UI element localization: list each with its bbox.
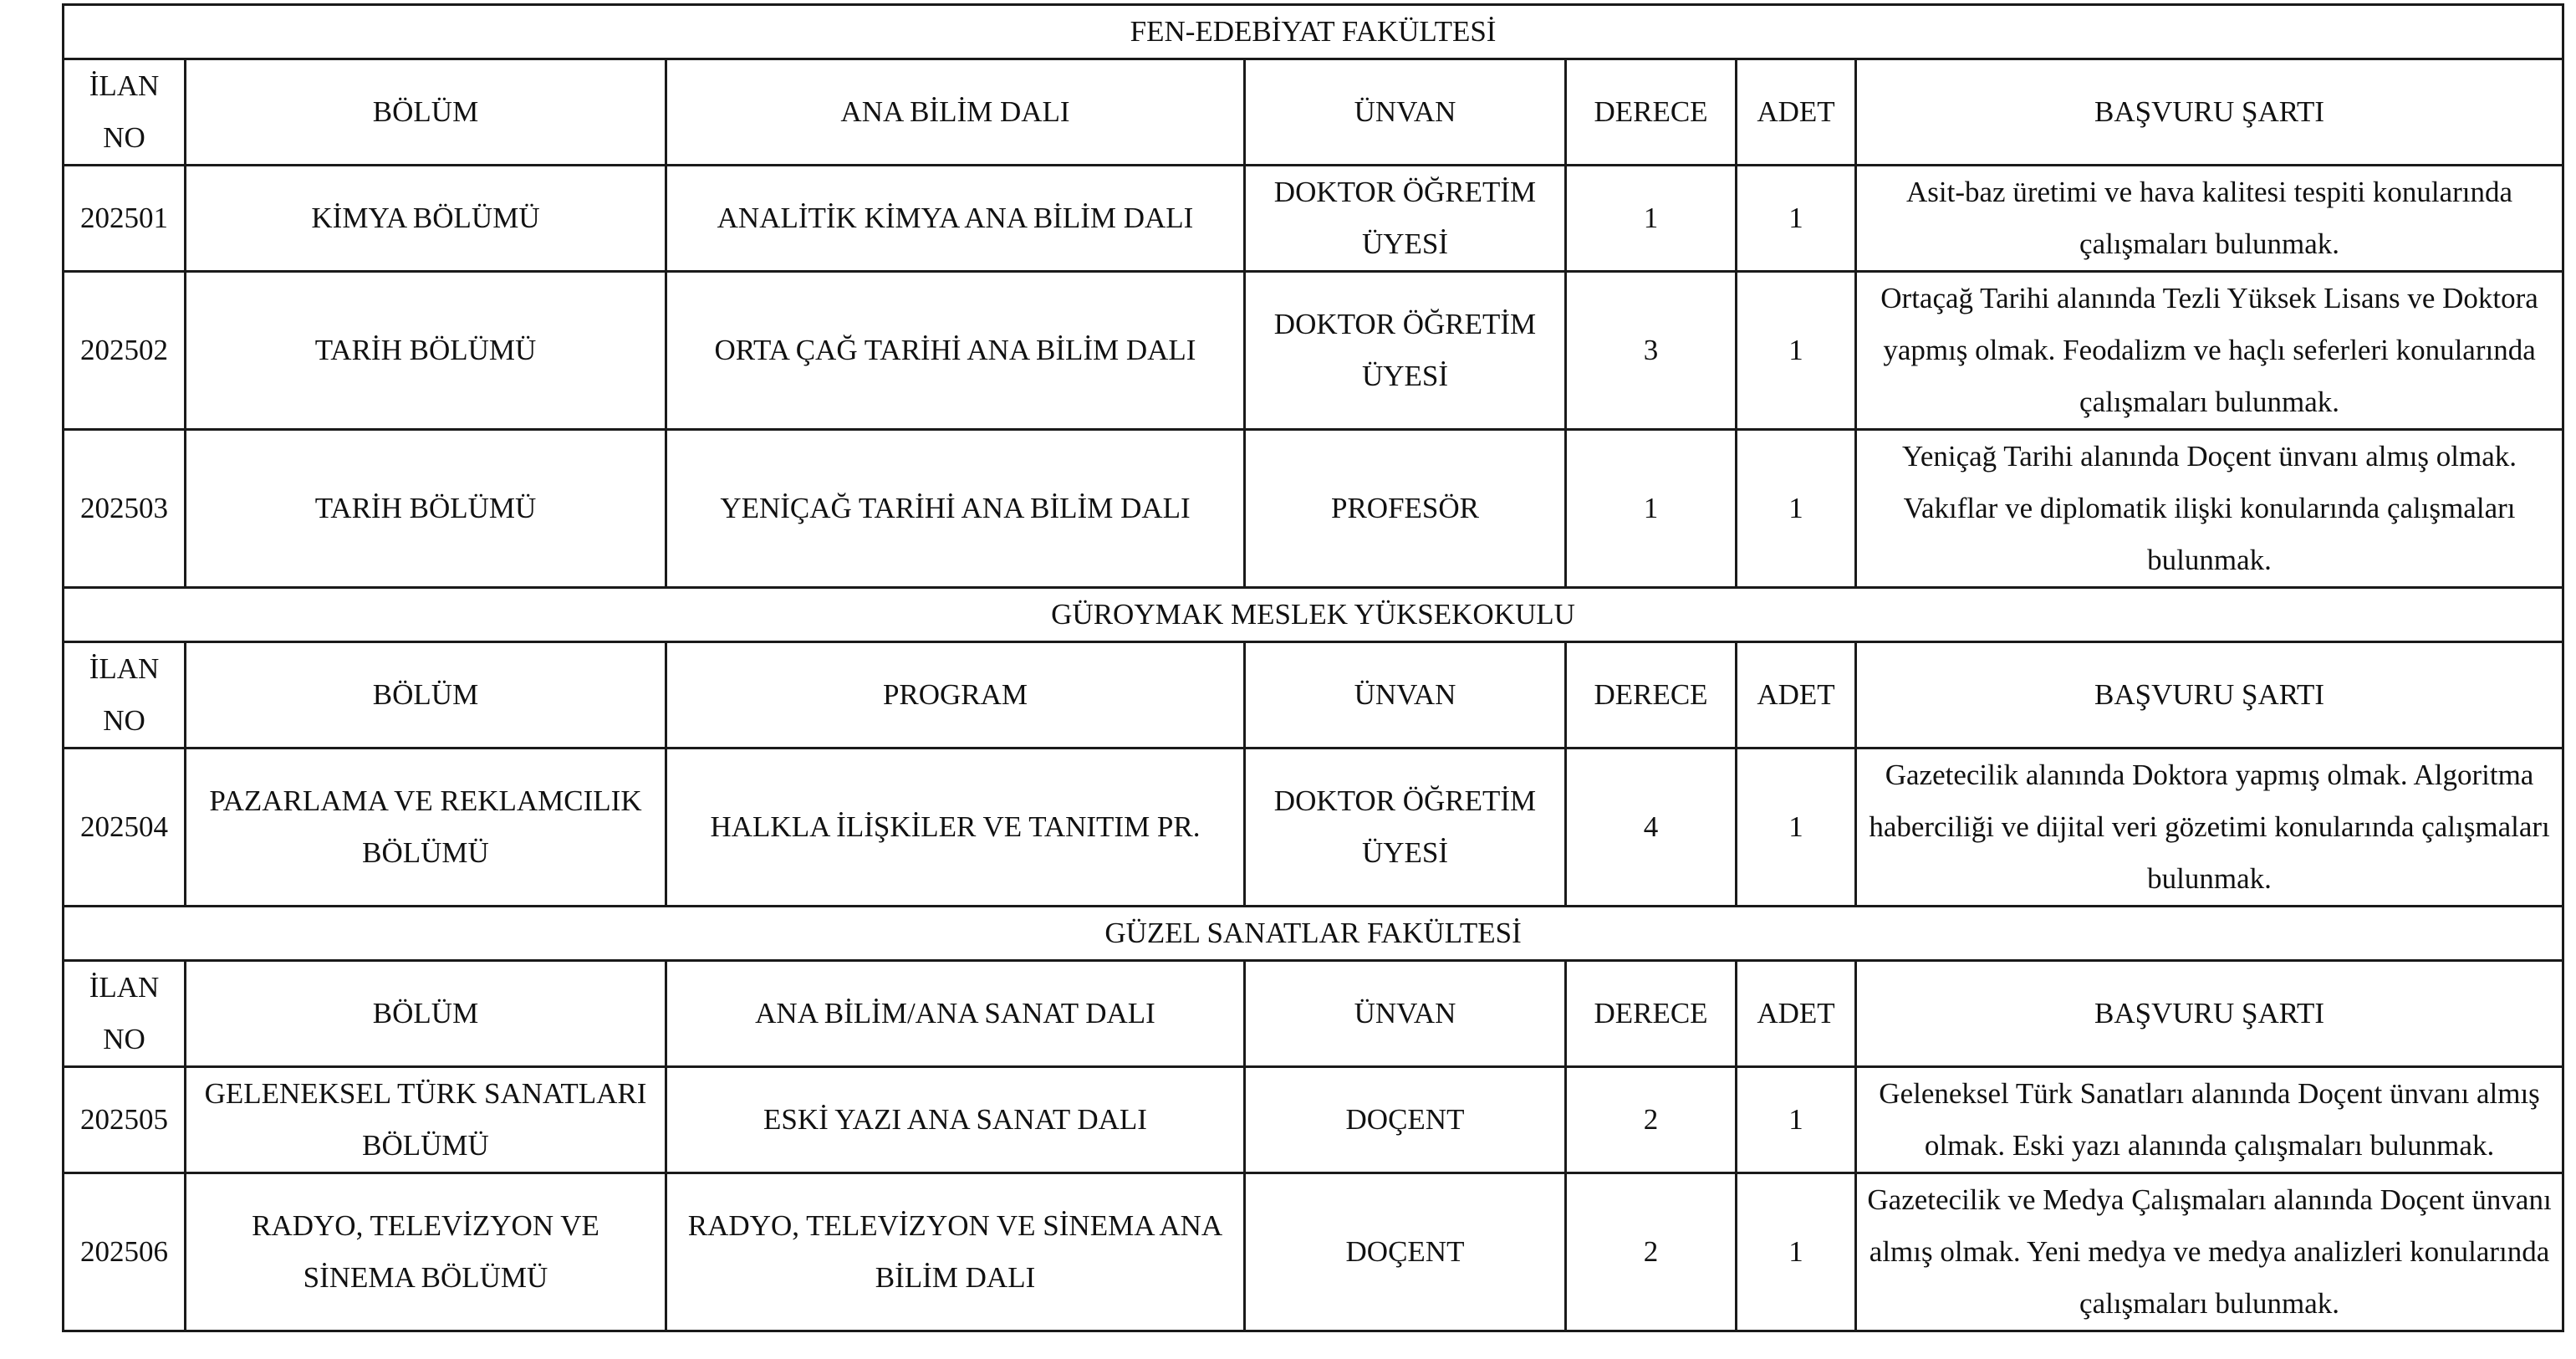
column-header-row: [64, 59, 2563, 166]
header-derece: DERECE: [1566, 642, 1737, 748]
cell-bolum: TARİH BÖLÜMÜ: [186, 272, 666, 430]
cell-unvan: DOKTOR ÖĞRETİM ÜYESİ: [1245, 166, 1566, 272]
column-header-row: [64, 642, 2563, 748]
header-bolum: BÖLÜM: [186, 642, 666, 748]
cell-unvan: DOÇENT: [1245, 1067, 1566, 1173]
cell-basvuru-sarti: Gazetecilik alanında Doktora yapmış olmak. Algoritma haberciliği ve dijital veri gözetimi konularında çalışmaları bulunmak.: [1856, 748, 2563, 907]
header-ilan-no: İLAN NO: [64, 642, 186, 748]
cell-adet: 1: [1737, 748, 1856, 907]
cell-ilan-no: 202501: [64, 166, 186, 272]
header-derece: DERECE: [1566, 59, 1737, 166]
cell-ana-bilim-sanat-dali: ESKİ YAZI ANA SANAT DALI: [666, 1067, 1245, 1173]
header-ana-bilim-dali: ANA BİLİM DALI: [666, 59, 1245, 166]
header-basvuru-sarti: BAŞVURU ŞARTI: [1856, 961, 2563, 1067]
cell-ilan-no: 202505: [64, 1067, 186, 1173]
header-basvuru-sarti: BAŞVURU ŞARTI: [1856, 59, 2563, 166]
header-basvuru-sarti: BAŞVURU ŞARTI: [1856, 642, 2563, 748]
cell-ilan-no: 202502: [64, 272, 186, 430]
cell-bolum: GELENEKSEL TÜRK SANATLARI BÖLÜMÜ: [186, 1067, 666, 1173]
cell-adet: 1: [1737, 430, 1856, 588]
announcement-table: [62, 3, 2564, 1332]
header-ilan-no: İLAN NO: [64, 59, 186, 166]
cell-adet: 1: [1737, 1067, 1856, 1173]
table-row: [64, 166, 2563, 272]
header-unvan: ÜNVAN: [1245, 961, 1566, 1067]
cell-ilan-no: 202504: [64, 748, 186, 907]
cell-bolum: KİMYA BÖLÜMÜ: [186, 166, 666, 272]
cell-derece: 4: [1566, 748, 1737, 907]
header-unvan: ÜNVAN: [1245, 59, 1566, 166]
table-row: [64, 272, 2563, 430]
table-row: [64, 430, 2563, 588]
section-title-row: [64, 5, 2563, 59]
cell-basvuru-sarti: Ortaçağ Tarihi alanında Tezli Yüksek Lisans ve Doktora yapmış olmak. Feodalizm ve haçlı seferleri konularında çalışmaları bulunmak.: [1856, 272, 2563, 430]
cell-basvuru-sarti: Asit-baz üretimi ve hava kalitesi tespiti konularında çalışmaları bulunmak.: [1856, 166, 2563, 272]
header-adet: ADET: [1737, 642, 1856, 748]
cell-unvan: DOKTOR ÖĞRETİM ÜYESİ: [1245, 272, 1566, 430]
section-title-row: [64, 907, 2563, 961]
cell-ana-bilim-dali: ORTA ÇAĞ TARİHİ ANA BİLİM DALI: [666, 272, 1245, 430]
section-title-row: [64, 588, 2563, 642]
column-header-row: [64, 961, 2563, 1067]
cell-derece: 2: [1566, 1067, 1737, 1173]
cell-ilan-no: 202506: [64, 1173, 186, 1331]
cell-program: HALKLA İLİŞKİLER VE TANITIM PR.: [666, 748, 1245, 907]
cell-bolum: TARİH BÖLÜMÜ: [186, 430, 666, 588]
cell-unvan: DOÇENT: [1245, 1173, 1566, 1331]
header-ana-bilim-sanat-dali: ANA BİLİM/ANA SANAT DALI: [666, 961, 1245, 1067]
cell-ana-bilim-dali: YENİÇAĞ TARİHİ ANA BİLİM DALI: [666, 430, 1245, 588]
section-title: GÜROYMAK MESLEK YÜKSEKOKULU: [64, 588, 2563, 642]
cell-unvan: PROFESÖR: [1245, 430, 1566, 588]
cell-derece: 1: [1566, 166, 1737, 272]
table-row: [64, 1173, 2563, 1331]
cell-ana-bilim-sanat-dali: RADYO, TELEVİZYON VE SİNEMA ANA BİLİM DALI: [666, 1173, 1245, 1331]
header-adet: ADET: [1737, 961, 1856, 1067]
header-bolum: BÖLÜM: [186, 961, 666, 1067]
cell-unvan: DOKTOR ÖĞRETİM ÜYESİ: [1245, 748, 1566, 907]
cell-basvuru-sarti: Geleneksel Türk Sanatları alanında Doçent ünvanı almış olmak. Eski yazı alanında çalışmaları bulunmak.: [1856, 1067, 2563, 1173]
cell-basvuru-sarti: Gazetecilik ve Medya Çalışmaları alanında Doçent ünvanı almış olmak. Yeni medya ve medya analizleri konularında çalışmaları bulunmak.: [1856, 1173, 2563, 1331]
cell-derece: 3: [1566, 272, 1737, 430]
cell-adet: 1: [1737, 272, 1856, 430]
cell-adet: 1: [1737, 1173, 1856, 1331]
cell-bolum: PAZARLAMA VE REKLAMCILIK BÖLÜMÜ: [186, 748, 666, 907]
cell-derece: 2: [1566, 1173, 1737, 1331]
section-title: FEN-EDEBİYAT FAKÜLTESİ: [64, 5, 2563, 59]
cell-ana-bilim-dali: ANALİTİK KİMYA ANA BİLİM DALI: [666, 166, 1245, 272]
cell-basvuru-sarti: Yeniçağ Tarihi alanında Doçent ünvanı almış olmak. Vakıflar ve diplomatik ilişki konularında çalışmaları bulunmak.: [1856, 430, 2563, 588]
header-adet: ADET: [1737, 59, 1856, 166]
header-program: PROGRAM: [666, 642, 1245, 748]
header-bolum: BÖLÜM: [186, 59, 666, 166]
header-ilan-no: İLAN NO: [64, 961, 186, 1067]
header-derece: DERECE: [1566, 961, 1737, 1067]
section-title: GÜZEL SANATLAR FAKÜLTESİ: [64, 907, 2563, 961]
header-unvan: ÜNVAN: [1245, 642, 1566, 748]
table-row: [64, 748, 2563, 907]
cell-adet: 1: [1737, 166, 1856, 272]
cell-bolum: RADYO, TELEVİZYON VE SİNEMA BÖLÜMÜ: [186, 1173, 666, 1331]
cell-ilan-no: 202503: [64, 430, 186, 588]
table-row: [64, 1067, 2563, 1173]
cell-derece: 1: [1566, 430, 1737, 588]
